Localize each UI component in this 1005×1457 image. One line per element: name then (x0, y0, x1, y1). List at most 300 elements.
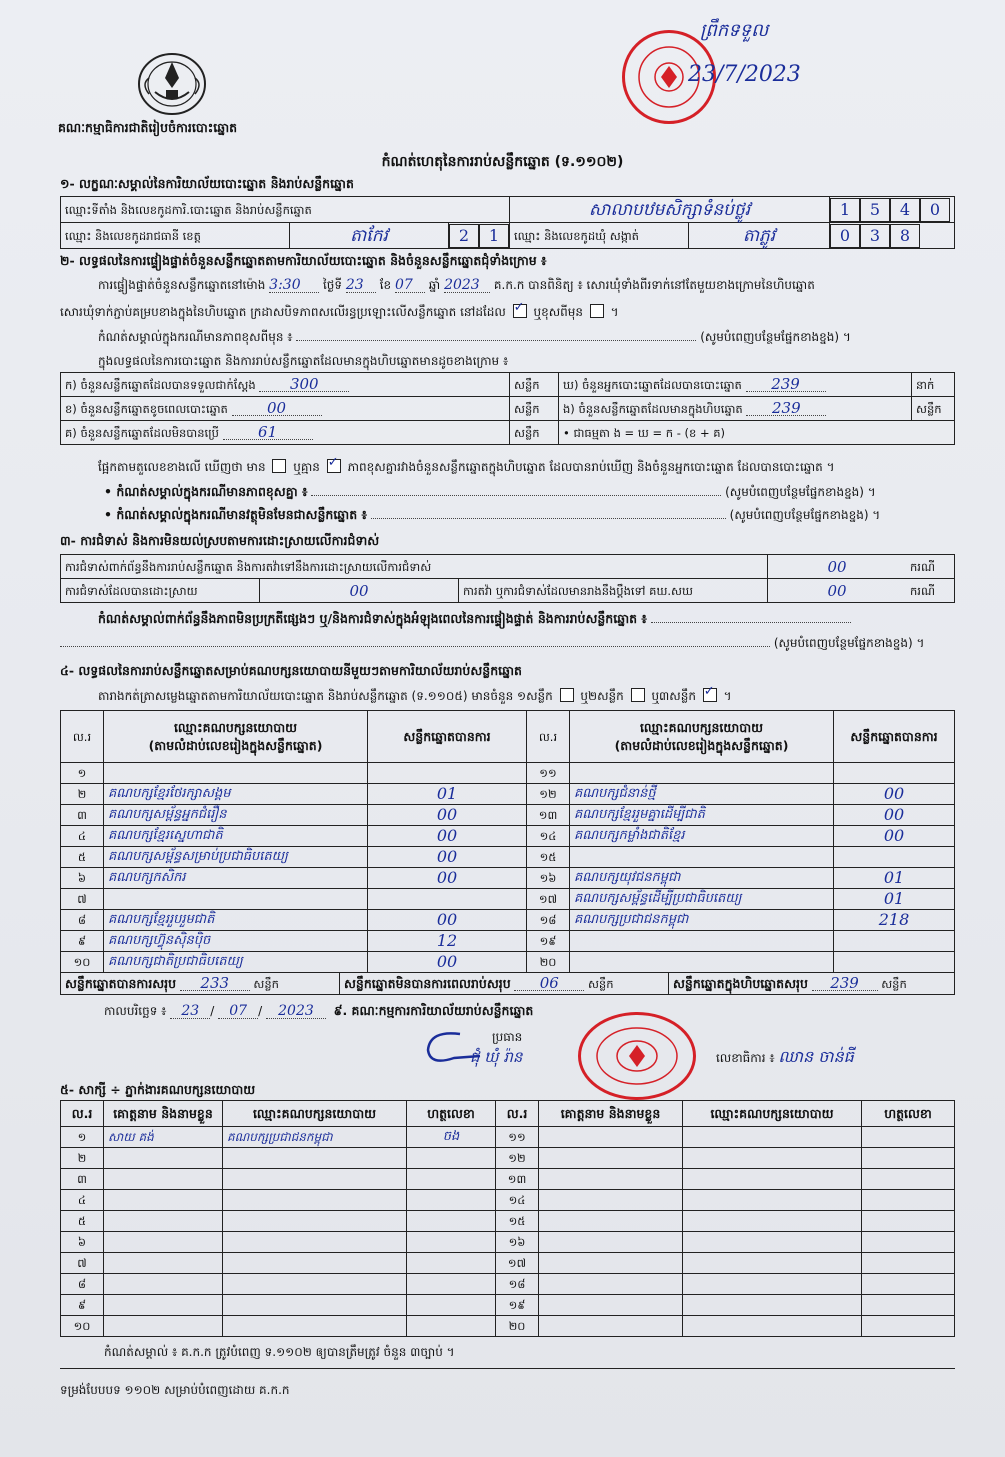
results-intro: ក្នុងលទ្ធផលនៃការបោះឆ្នោត និងការរាប់សន្លឹកឆ្នោតដែលមានក្នុងហិបឆ្នោតមានដូចខាងក្រោម ៖ (98, 354, 509, 368)
witness-party (683, 1190, 862, 1211)
code-digit: 0 (830, 224, 860, 248)
vote-count (368, 889, 527, 910)
vote-count: 00 (834, 805, 955, 826)
vote-count (834, 952, 955, 973)
table-row (61, 931, 955, 952)
table-row (61, 784, 955, 805)
text: លេខាធិការ (716, 1051, 766, 1065)
header-votes: សន្លឹកឆ្នោតបានការ (834, 711, 955, 763)
ballot-count-table (60, 372, 955, 445)
text: ឬ៣សន្លឹក (651, 689, 696, 703)
witness-name (104, 1169, 223, 1190)
vote-count: 00 (834, 784, 955, 805)
irregularity-note-2 (60, 636, 924, 650)
party-name: គណបក្សសម្ព័ន្ធអ្នកជំរឿន (104, 805, 368, 826)
row-no: ១៨ (527, 910, 570, 931)
row-no: ៤ (61, 826, 104, 847)
text: (តាមលំដាប់លេខរៀងក្នុងសន្លឹកឆ្នោត) (148, 737, 323, 753)
section-1-table (60, 196, 955, 249)
day-value: 23 (346, 278, 376, 293)
text: សន្លឹកឆ្នោតក្នុងហិបឆ្នោតសរុប (673, 976, 808, 991)
total-invalid-value: 06 (514, 976, 584, 991)
text: ឬ២សន្លឹក (580, 689, 624, 703)
date-year: 2023 (266, 1004, 326, 1019)
witness-name (104, 1148, 223, 1169)
witness-name (539, 1316, 683, 1337)
table-row (61, 826, 955, 847)
header-party: ឈ្មោះគណបក្សនយោបាយ (223, 1101, 407, 1127)
text: ឈ្មោះគណបក្សនយោបាយ (639, 719, 764, 735)
witness-party (683, 1232, 862, 1253)
table-row (61, 1316, 955, 1337)
text: ឬគ្មាន (293, 460, 320, 474)
row-no: ៣ (61, 805, 104, 826)
text: ឆ្នាំ (428, 278, 441, 292)
note-line (371, 518, 726, 519)
difference-note (98, 330, 851, 344)
party-name: គណបក្សជំនាន់ថ្មី (570, 784, 834, 805)
province-label: ឈ្មោះ និងលេខកូដរាជធានី ខេត្ត (61, 223, 290, 249)
vote-count (834, 931, 955, 952)
witness-name (104, 1190, 223, 1211)
row-no: ១៧ (496, 1253, 539, 1274)
row-no: ២ (61, 1148, 104, 1169)
witness-signature (407, 1148, 496, 1169)
vote-count: 00 (368, 868, 527, 889)
text: ផ្អែកតាមតួលេខខាងលើ ឃើញថា មាន (98, 460, 266, 474)
witness-signature (407, 1274, 496, 1295)
voted-label: ឃ) ចំនួនអ្នកបោះឆ្នោតដែលបានបោះឆ្នោត (563, 378, 742, 392)
secretary-name: ឈាន ចាន់ធី (778, 1047, 854, 1066)
witness-party (223, 1274, 407, 1295)
vote-count: 01 (834, 889, 955, 910)
table-row (61, 1148, 955, 1169)
foreign-object-note (104, 508, 880, 522)
commune-value: តាភ្លូវ (689, 223, 830, 249)
vote-count: 00 (368, 805, 527, 826)
table-row (61, 1211, 955, 1232)
unit: សន្លឹក (881, 977, 907, 991)
unit: សន្លឹក (912, 397, 955, 421)
text: កំណត់សម្គាល់ក្នុងករណីមានភាពខុសពីមុន ៖ (98, 330, 293, 344)
row-no: ៤ (61, 1190, 104, 1211)
unit: ករណី (906, 555, 955, 579)
province-value: តាកែវ (290, 223, 449, 249)
appeal-label: ការតវ៉ា ឬការជំទាស់ដែលមានរាងនឹងប្តឹងទៅ គឃ.សឃ (459, 579, 768, 603)
one-sheet-checkbox[interactable] (560, 688, 574, 702)
witness-party (683, 1148, 862, 1169)
witness-name (104, 1274, 223, 1295)
completion-note: កំណត់សម្គាល់ ៖ គ.ក.ក ត្រូវបំពេញ ទ.១១០២ ឲ្យបានត្រឹមត្រូវ ចំនួន ៣ច្បាប់ ។ (104, 1345, 455, 1359)
section-1-heading: ១- លក្ខណៈសម្គាល់នៃការិយាល័យបោះឆ្នោត និងរាប់សន្លឹកឆ្នោត (60, 176, 354, 191)
vote-count: 218 (834, 910, 955, 931)
witness-party (223, 1295, 407, 1316)
chair-name: ជុំ ឃុំ រ៉ាន (470, 1048, 523, 1066)
table-row (61, 847, 955, 868)
party-results-table (60, 710, 955, 973)
form-title: កំណត់ហេតុនៃការរាប់សន្លឹកឆ្នោត (ទ.១១០២) (381, 154, 624, 170)
section-4-heading: ៤- លទ្ធផលនៃការរាប់សន្លឹកឆ្នោតសម្រាប់គណបក្សនយោបាយនីមួយៗតាមការិយាល័យរាប់សន្លឹកឆ្នោត (60, 663, 522, 678)
row-no: ១៥ (527, 847, 570, 868)
party-name (570, 763, 834, 784)
party-name: គណបក្សខ្មែររួមគ្នាដើម្បីជាតិ (570, 805, 834, 826)
row-no: ៣ (61, 1169, 104, 1190)
discrepancy-note (104, 485, 876, 499)
header-party: ឈ្មោះគណបក្សនយោបាយ (683, 1101, 862, 1127)
vote-count (834, 763, 955, 784)
unit: សន្លឹក (510, 373, 559, 397)
no-discrepancy-checkbox[interactable] (327, 459, 341, 473)
has-discrepancy-checkbox[interactable] (272, 459, 286, 473)
witness-signature (862, 1190, 955, 1211)
party-name: គណបក្សសម្ព័ន្ធដើម្បីប្រជាធិបតេយ្យ (570, 889, 834, 910)
complaints-table (60, 554, 955, 603)
province-code (449, 223, 510, 249)
received-value: 300 (259, 377, 349, 392)
section-3-heading: ៣- ការជំទាស់ និងការមិនយល់ស្របតាមការដោះស្រាយលើការជំទាស់ (60, 533, 380, 548)
table-row (61, 763, 955, 784)
commune-label: ឈ្មោះ និងលេខកូដឃុំ សង្កាត់ (510, 223, 689, 249)
text: ភាពខុសគ្នារវាងចំនួនសន្លឹកឆ្នោតក្នុងហិបឆ្នោត ដែលបានរាប់ឃើញ និងចំនួនអ្នកបោះឆ្នោត ដែលបានបោះឆ្នោត ។ (347, 460, 835, 474)
stamp-date: 23/7/2023 (688, 62, 801, 87)
witness-party (683, 1169, 862, 1190)
party-name (570, 931, 834, 952)
witness-name (539, 1232, 683, 1253)
table-row (61, 1169, 955, 1190)
witness-signature (407, 1190, 496, 1211)
text: ខែ (379, 278, 392, 292)
code-digit: 2 (449, 224, 479, 248)
verification-line (98, 278, 815, 293)
spoiled-value: 00 (232, 401, 322, 416)
party-name (570, 952, 834, 973)
witness-signature (862, 1253, 955, 1274)
received-label: ក) ចំនួនសន្លឹកឆ្នោតដែលបានទទួលជាក់ស្តែង (65, 378, 256, 392)
table-row (61, 1190, 955, 1211)
date-day: 23 (170, 1004, 210, 1019)
spoiled-label: ខ) ចំនួនសន្លឹកឆ្នោតខូចពេលបោះឆ្នោត (65, 402, 228, 416)
vote-count: 00 (368, 847, 527, 868)
code-digit: 0 (920, 198, 950, 222)
date-month: 07 (218, 1004, 258, 1019)
header-no: ល.រ (527, 711, 570, 763)
witness-party (223, 1316, 407, 1337)
row-no: ១៨ (496, 1274, 539, 1295)
total-box-value: 239 (812, 976, 878, 991)
witness-signature (862, 1148, 955, 1169)
chair-label: ប្រធាន (492, 1030, 523, 1044)
total-valid-value: 233 (180, 976, 250, 991)
witness-name (539, 1211, 683, 1232)
text: ៩. គណៈកម្មការការិយាល័យរាប់សន្លឹកឆ្នោត (333, 1003, 534, 1018)
text: • កំណត់សម្គាល់ក្នុងករណីមានវត្ថុមិនមែនជាសន្លឹកឆ្នោត ៖ (104, 507, 367, 522)
header-sign: ហត្ថលេខា (407, 1101, 496, 1127)
stamp-note: ព្រឹកទទួល (700, 20, 769, 41)
party-name: គណបក្សកម្លាំងជាតិខ្មែរ (570, 826, 834, 847)
party-name: គណបក្សជាតិប្រជាធិបតេយ្យ (104, 952, 368, 973)
witness-signature (407, 1211, 496, 1232)
witness-signature (862, 1316, 955, 1337)
row-no: ២ (61, 784, 104, 805)
witness-name (104, 1232, 223, 1253)
header-party (104, 711, 368, 763)
resolved-label: ការជំទាស់ដែលបានដោះស្រាយ (61, 579, 260, 603)
witness-party (223, 1253, 407, 1274)
code-digit: 1 (830, 198, 860, 222)
witness-signature (862, 1127, 955, 1148)
section-2-heading: ២- លទ្ធផលនៃការផ្ទៀងផ្ទាត់ចំនួនសន្លឹកឆ្នោតតាមការិយាល័យបោះឆ្នោត និងចំនួនសន្លឹកឆ្នោតជុំទាំងក្រោម ៖ (60, 253, 547, 268)
text: កំណត់សម្គាល់ពាក់ព័ន្ធនឹងភាពមិនប្រក្រតីផ្សេងៗ ឬ/និងការជំទាស់ក្នុងអំឡុងពេលនៃការផ្ទៀងផ្ទាត់ និងការរាប់សន្លឹកឆ្នោត ៖ (98, 611, 647, 626)
row-no: ៨ (61, 910, 104, 931)
official-seal-icon (578, 1012, 696, 1100)
row-no: ៦ (61, 1232, 104, 1253)
witness-name (539, 1127, 683, 1148)
witness-signature (862, 1211, 955, 1232)
unit: សន្លឹក (253, 977, 279, 991)
witness-name (104, 1316, 223, 1337)
row-no: ១២ (527, 784, 570, 805)
text: (សូមបំពេញបន្ថែមផ្នែកខាងខ្នង) ។ (729, 508, 881, 522)
different-checkbox[interactable] (590, 304, 604, 318)
witness-name (539, 1295, 683, 1316)
header-votes: សន្លឹកឆ្នោតបានការ (368, 711, 527, 763)
vote-count: 01 (834, 868, 955, 889)
witness-party (223, 1148, 407, 1169)
witness-signature (862, 1274, 955, 1295)
nec-emblem-icon (135, 48, 209, 116)
table-row (61, 1232, 955, 1253)
witness-party (683, 1211, 862, 1232)
witness-party (683, 1127, 862, 1148)
witness-signature (407, 1253, 496, 1274)
date-line: កាលបរិច្ឆេទ ៖ 23 / 07 / 2023 ៩. គណៈកម្មការការិយាល័យរាប់សន្លឹកឆ្នោត (104, 1003, 534, 1019)
table-row (61, 868, 955, 889)
unit: នាក់ (912, 373, 955, 397)
party-name: គណបក្សខ្មែរថែរក្សាសង្គម (104, 784, 368, 805)
row-no: ១១ (527, 763, 570, 784)
row-no: ៩ (61, 931, 104, 952)
row-no: ៥ (61, 1211, 104, 1232)
row-no: ១៧ (527, 889, 570, 910)
code-digit: 3 (860, 224, 890, 248)
header-no: ល.រ (61, 1101, 104, 1127)
row-no: ៧ (61, 889, 104, 910)
vote-count: 00 (368, 910, 527, 931)
in-box-label: ង) ចំនួនសន្លឹកឆ្នោតដែលមានក្នុងហិបឆ្នោត (563, 402, 743, 416)
witness-signature: ចង (407, 1127, 496, 1148)
row-no: ១០ (61, 1316, 104, 1337)
witness-name (539, 1253, 683, 1274)
header-party (570, 711, 834, 763)
vote-count: 12 (368, 931, 527, 952)
witness-signature (407, 1169, 496, 1190)
note-line (311, 495, 721, 496)
row-no: ១០ (61, 952, 104, 973)
complaints-value: 00 (768, 555, 907, 579)
header-no: ល.រ (496, 1101, 539, 1127)
row-no: ១៩ (527, 931, 570, 952)
code-digit: 8 (890, 224, 920, 248)
text: ថ្ងៃទី (323, 278, 343, 292)
witness-name (104, 1295, 223, 1316)
vote-count: 01 (368, 784, 527, 805)
row-no: ១៩ (496, 1295, 539, 1316)
table-row (61, 805, 955, 826)
header-name: គោត្តនាម និងនាមខ្លួន (539, 1101, 683, 1127)
vote-count (834, 847, 955, 868)
code-digit: 5 (860, 198, 890, 222)
month-value: 07 (395, 278, 425, 293)
text: កាលបរិច្ឆេទ ៖ (104, 1004, 167, 1018)
table-row (61, 1127, 955, 1148)
row-no: ៩ (61, 1295, 104, 1316)
formula: • ជាធម្មតា ង = ឃ = ក - (ខ + គ) (559, 421, 955, 445)
text: ឬខុសពីមុន (533, 305, 583, 319)
text: ឈ្មោះគណបក្សនយោបាយ (173, 719, 298, 735)
vote-count: 00 (368, 826, 527, 847)
same-checkbox[interactable] (513, 304, 527, 318)
row-no: ១ (61, 763, 104, 784)
table-row (61, 1295, 955, 1316)
row-no: ២០ (496, 1316, 539, 1337)
voted-value: 239 (746, 377, 826, 392)
row-no: ១២ (496, 1148, 539, 1169)
vote-count (368, 763, 527, 784)
header-sign: ហត្ថលេខា (862, 1101, 955, 1127)
irregularity-note (98, 612, 851, 626)
unused-value: 61 (223, 425, 313, 440)
two-sheet-checkbox[interactable] (631, 688, 645, 702)
divider (60, 1368, 955, 1369)
party-name: គណបក្សខ្មែររួបរួមជាតិ (104, 910, 368, 931)
witness-signature (407, 1232, 496, 1253)
party-name: គណបក្សសម្ព័ន្ធសម្រាប់ប្រជាធិបតេយ្យ (104, 847, 368, 868)
appeal-value: 00 (768, 579, 907, 603)
three-sheet-checkbox[interactable] (703, 688, 717, 702)
witness-name (539, 1190, 683, 1211)
witness-name (104, 1211, 223, 1232)
text: (សូមបំពេញបន្ថែមផ្នែកខាងខ្នង) ។ (773, 636, 925, 650)
text: តារាងកត់ត្រាសម្លេងឆ្នោតតាមការិយាល័យបោះឆ្នោត និងរាប់សន្លឹកឆ្នោត (ទ.១១០៥) មានចំនួន ១សន្លឹក (98, 689, 553, 703)
witness-signature (407, 1295, 496, 1316)
note-line (60, 646, 770, 647)
witness-party (223, 1190, 407, 1211)
commune-code (830, 223, 955, 249)
lock-line: សោរឃុំទាក់ភ្ជាប់គម្របខាងក្នុងនៃហិបឆ្នោត ក្រដាសបិទភាពសលើរន្ធប្រឡោះលើសន្លឹកឆ្នោត នៅដដែល ✓ ឬខុសពីមុន ។ (60, 304, 619, 319)
party-name (104, 763, 368, 784)
row-no: ៥ (61, 847, 104, 868)
witness-party (683, 1253, 862, 1274)
party-name (104, 889, 368, 910)
vote-count: 00 (368, 952, 527, 973)
unit: សន្លឹក (510, 397, 559, 421)
code-digit: 1 (479, 224, 509, 248)
witness-table (60, 1100, 955, 1337)
row-no: ៧ (61, 1253, 104, 1274)
location-value: សាលាបឋមសិក្សាទំនប់ថ្លូវ (510, 197, 830, 223)
witness-name (539, 1148, 683, 1169)
text: សន្លឹកឆ្នោតបានការសរុប (65, 976, 177, 991)
party-name: គណបក្សកសិករ (104, 868, 368, 889)
witness-party (223, 1232, 407, 1253)
unit: សន្លឹក (587, 977, 614, 991)
witness-name (539, 1169, 683, 1190)
text: (សូមបំពេញបន្ថែមផ្នែកខាងខ្នង) ។ (725, 485, 876, 499)
authority-name: គណៈកម្មាធិការជាតិរៀបចំការបោះឆ្នោត (58, 120, 238, 135)
witness-name (104, 1253, 223, 1274)
table-row (61, 1253, 955, 1274)
text: (សូមបំពេញបន្ថែមផ្នែកខាងខ្នង) ។ (700, 330, 851, 344)
time-value: 3:30 (269, 278, 319, 293)
row-no: ១៦ (496, 1232, 539, 1253)
table-row (61, 1274, 955, 1295)
party-name: គណបក្សខ្មែរស្នេហាជាតិ (104, 826, 368, 847)
witness-party (683, 1274, 862, 1295)
party-name: គណបក្សប្រជាជនកម្ពុជា (570, 910, 834, 931)
row-no: ៨ (61, 1274, 104, 1295)
witness-party (223, 1169, 407, 1190)
table-row (61, 952, 955, 973)
party-name (570, 847, 834, 868)
text: សោរឃុំទាក់ភ្ជាប់គម្របខាងក្នុងនៃហិបឆ្នោត ក្រដាសបិទភាពសលើរន្ធប្រឡោះលើសន្លឹកឆ្នោត នៅដដែល (60, 305, 506, 319)
party-name: គណបក្សយុវជនកម្ពុជា (570, 868, 834, 889)
witness-signature (407, 1316, 496, 1337)
witness-name: សាយ គង់ (104, 1127, 223, 1148)
row-no: ១៣ (527, 805, 570, 826)
text: គ.ក.ក បានពិនិត្យ ៖ សោរឃុំទាំងពីរទាក់នៅតែមួយខាងក្រោមនៃហិបឆ្នោត (493, 278, 815, 292)
header-name: គោត្តនាម និងនាមខ្លួន (104, 1101, 223, 1127)
note-line (651, 622, 851, 623)
witness-name (539, 1274, 683, 1295)
row-no: ១៣ (496, 1169, 539, 1190)
witness-signature (862, 1169, 955, 1190)
table-row (61, 889, 955, 910)
text: ការផ្ទៀងផ្ទាត់ចំនួនសន្លឹកឆ្នោតនៅម៉ោង (98, 278, 266, 292)
text: • កំណត់សម្គាល់ក្នុងករណីមានភាពខុសគ្នា ៖ (104, 484, 308, 499)
tally-sheet-line: តារាងកត់ត្រាសម្លេងឆ្នោតតាមការិយាល័យបោះឆ្នោត និងរាប់សន្លឹកឆ្នោត (ទ.១១០៥) មានចំនួន ១សន្លឹក ឬ២សន្លឹក ឬ៣សន្លឹក ✓ ។ (98, 688, 732, 703)
row-no: ១ (61, 1127, 104, 1148)
form-footer: ទម្រង់បែបបទ ១១០២ សម្រាប់បំពេញដោយ គ.ក.ក (60, 1383, 290, 1397)
location-label: ឈ្មោះទីតាំង និងលេខកូដការិ.បោះឆ្នោត និងរាប់សន្លឹកឆ្នោត (61, 197, 510, 223)
witness-party (683, 1295, 862, 1316)
code-digit: 4 (890, 198, 920, 222)
row-no: ១៦ (527, 868, 570, 889)
section-5-heading: ៥- សាក្សី ÷ ភ្នាក់ងារគណបក្សនយោបាយ (60, 1082, 256, 1097)
row-no: ១៤ (496, 1190, 539, 1211)
witness-party (223, 1211, 407, 1232)
note-line (296, 340, 696, 341)
row-no: ១៥ (496, 1211, 539, 1232)
text: សន្លឹកឆ្នោតមិនបានការពេលរាប់សរុប (344, 976, 511, 991)
vote-count: 00 (834, 826, 955, 847)
discrepancy-line (98, 459, 835, 474)
totals-row (60, 972, 955, 995)
secretary-label: លេខាធិការ ៖ ឈាន ចាន់ធី (716, 1047, 854, 1066)
in-box-value: 239 (746, 401, 826, 416)
row-no: ១១ (496, 1127, 539, 1148)
year-value: 2023 (444, 278, 490, 293)
complaints-label: ការជំទាស់ពាក់ព័ន្ធនឹងការរាប់សន្លឹកឆ្នោត និងការតវ៉ាទៅនឹងការដោះស្រាយលើការជំទាស់ (61, 555, 768, 579)
witness-party (683, 1316, 862, 1337)
row-no: ១៤ (527, 826, 570, 847)
witness-signature (862, 1295, 955, 1316)
witness-signature (862, 1232, 955, 1253)
table-row (61, 910, 955, 931)
header-no: ល.រ (61, 711, 104, 763)
unit: ករណី (906, 579, 955, 603)
unused-label: គ) ចំនួនសន្លឹកឆ្នោតដែលមិនបានប្រើ (65, 426, 219, 440)
location-code (830, 197, 955, 223)
